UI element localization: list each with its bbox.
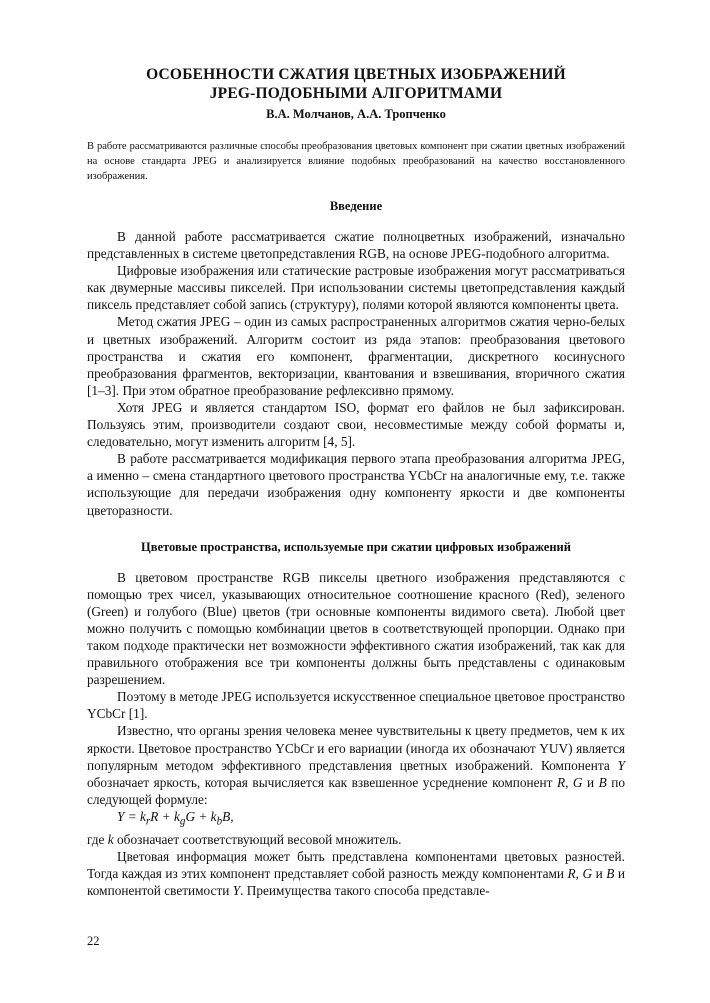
title-line-1: ОСОБЕННОСТИ СЖАТИЯ ЦВЕТНЫХ ИЗОБРАЖЕНИЙ (146, 66, 566, 83)
paragraph: Известно, что органы зрения человека менее чувствительны к цвету предметов, чем к их яркости. Цветовое пространство YCbCr и его вариации (иногда их обозначают YUV) является популярным методом эффективного представления цветных изображений. Компонента Y обозначает яркость, которая вычисляется как взвешенное усреднение компонент R, G и B по следующей формуле: (87, 723, 625, 807)
section-color-spaces-body (87, 569, 625, 899)
title-line-2: JPEG-ПОДОБНЫМИ АЛГОРИТМАМИ (209, 85, 503, 102)
section-heading-intro: Введение (329, 199, 383, 213)
abstract: В работе рассматриваются различные способы преобразования цветовых компонент при сжатии цветных изображений на основе стандарта JPEG и анализируется влияние подобных преобразований на качество восстановленного изображения. (87, 141, 625, 182)
section-intro-body (87, 228, 625, 519)
page-number: 22 (87, 934, 100, 948)
formula-explanation: где k обозначает соответствующий весовой множитель. (87, 831, 402, 847)
paragraph: В работе рассматривается модификация первого этапа преобразования алгоритма JPEG, а именно – смена стандартного цветового пространства YCbCr на аналогичные ему, т.е. также использующие для передачи изображения одну компоненту яркости и две компоненты цветоразности. (87, 451, 625, 518)
article-title (87, 65, 625, 103)
section-heading-color-spaces: Цветовые пространства, используемые при сжатии цифровых изображений (141, 539, 571, 554)
paragraph: В данной работе рассматривается сжатие полноцветных изображений, изначально представленных в системе цветопредставления RGB, на основе JPEG-подобного алгоритма. (87, 229, 625, 262)
article-page (87, 60, 625, 899)
authors: В.А. Молчанов, А.А. Тропченко (266, 107, 446, 121)
luminance-formula: $Y = k_rR + k_gG + k_bB$, (117, 808, 234, 828)
paragraph: В цветовом пространстве RGB пикселы цветного изображения представляются с помощью трех чисел, указывающих относительное соотношение красного (Red), зеленого (Green) и голубого (Blue) цветов (три основные компоненты видимого света). Любой цвет можно получить с помощью комбинации цветов в соответствующей пропорции. Однако при таком подходе практически нет возможности эффективного сжатия изображений, так как для правильного отображения все три компоненты должны быть представлены с одинаковым разрешением. (87, 569, 625, 688)
paragraph: Цифровые изображения или статические растровые изображения могут рассматриваться как двумерные массивы пикселей. При использовании системы цветопредставления каждый пиксель представляет собой запись (структуру), полями которой являются компоненты цвета. (87, 263, 625, 313)
paragraph: Хотя JPEG и является стандартом ISO, формат его файлов не был зафиксирован. Пользуясь этим, производители создают свои, несовместимые между собой форматы и, следовательно, могут изменить алгоритм [4, 5]. (87, 399, 625, 450)
paragraph: Поэтому в методе JPEG используется искусственное специальное цветовое пространство YCbCr [1]. (87, 689, 625, 722)
paragraph: Цветовая информация может быть представлена компонентами цветовых разностей. Тогда каждая из этих компонент представляет собой разность между компонентами R, G и B и компонентой светимости Y. Преимущества такого способа представле- (87, 848, 626, 898)
paragraph: Метод сжатия JPEG – один из самых распространенных алгоритмов сжатия черно-белых и цветных изображений. Алгоритм состоит из ряда этапов: преобразования цветового пространства и сжатия его компонент, фрагментации, дискретного косинусного преобразования фрагментов, векторизации, квантования и взвешивания, вторичного сжатия [1–3]. При этом обратное преобразование рефлексивно прямому. (87, 314, 625, 398)
